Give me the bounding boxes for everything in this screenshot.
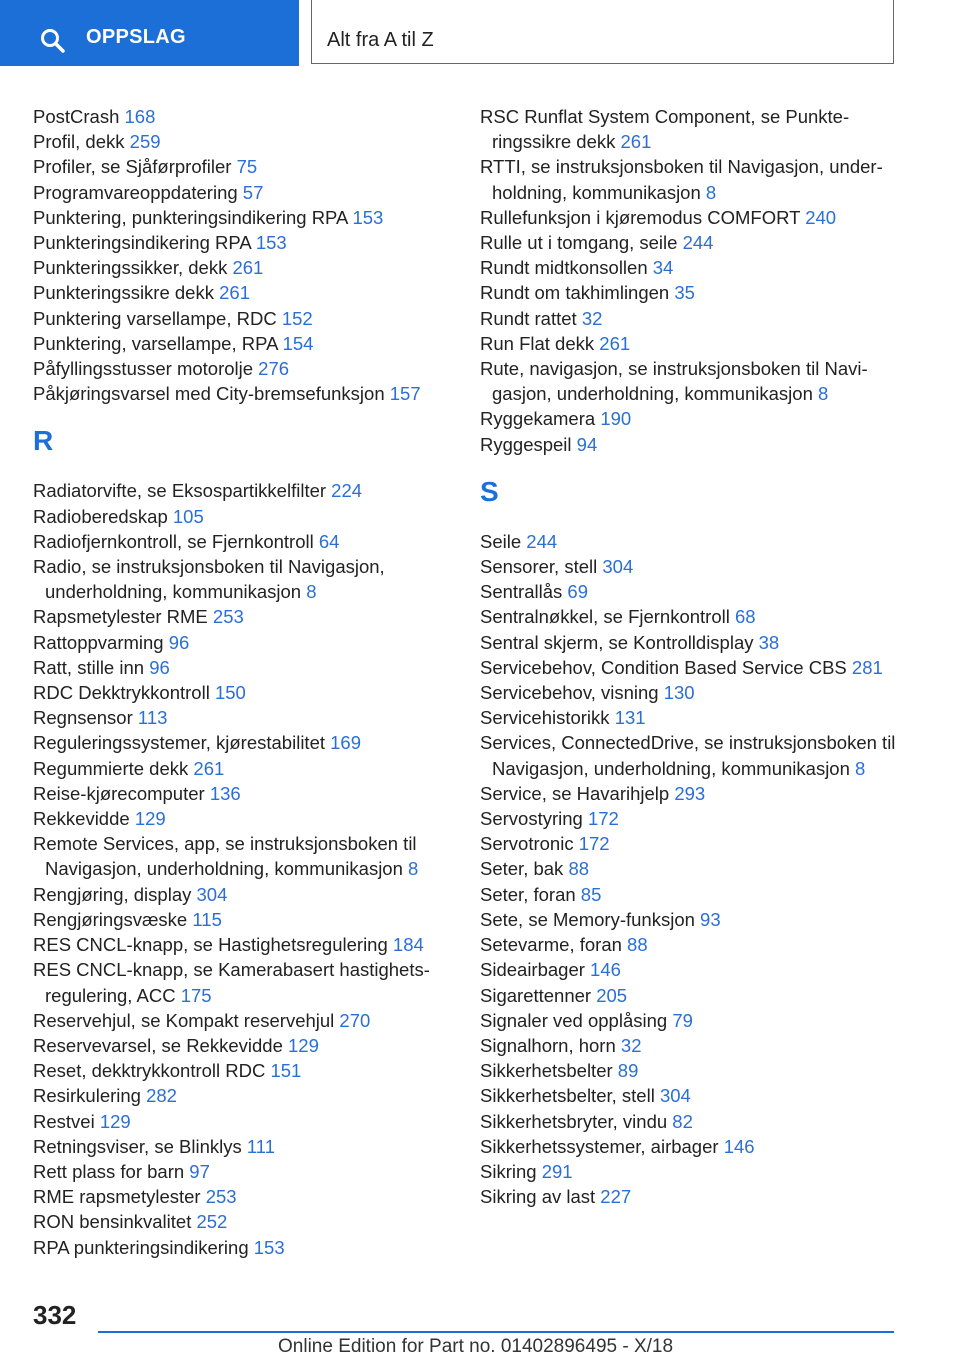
index-entry-page-link[interactable]: 169 xyxy=(330,732,362,754)
index-entry xyxy=(33,255,463,280)
index-entry-term: Rundt midtkonsollen xyxy=(480,257,653,279)
footer-divider xyxy=(98,1331,894,1333)
index-entry-term: Sentrallås xyxy=(480,581,568,603)
index-entry-page-link[interactable]: 136 xyxy=(209,782,241,804)
index-entry-page-link[interactable]: 227 xyxy=(600,1186,632,1208)
index-entry-term: Retningsviser, se Blinklys xyxy=(33,1135,247,1157)
index-entry-term: RME rapsmetylester xyxy=(33,1186,206,1208)
index-entry-page-link[interactable]: 175 xyxy=(180,984,212,1006)
index-entry xyxy=(33,1083,463,1108)
index-entry xyxy=(33,907,463,932)
index-entry-page-link[interactable]: 57 xyxy=(242,181,264,203)
index-entry-term: Resirkulering xyxy=(33,1085,147,1107)
index-entry xyxy=(480,205,910,230)
index-entry-page-link[interactable]: 150 xyxy=(214,682,246,704)
index-entry xyxy=(480,331,910,356)
index-entry-term: RDC Dekktrykkontroll xyxy=(33,682,215,704)
index-entry xyxy=(33,1184,463,1209)
index-entry-page-link[interactable]: 129 xyxy=(99,1110,131,1132)
index-entry-page-link[interactable]: 96 xyxy=(149,656,170,678)
section-letter: S xyxy=(480,475,499,507)
index-entry-term: RSC Runflat System Component, se Punkteringssikre dekk xyxy=(480,106,850,153)
index-entry xyxy=(480,104,910,154)
index-entry-term: Regnsensor xyxy=(33,707,138,729)
index-entry-term: RON bensinkvalitet xyxy=(33,1211,197,1233)
index-entry-term: Sikring av last xyxy=(480,1186,601,1208)
index-entry xyxy=(480,230,910,255)
index-entry-term: Punkteringssikre dekk xyxy=(33,282,220,304)
index-entry-term: Punktering, varsellampe, RPA xyxy=(33,332,283,354)
index-entry-term: Reset, dekktrykkontroll RDC xyxy=(33,1060,271,1082)
index-entry-term: Ryggespeil xyxy=(480,433,577,455)
index-entry-page-link[interactable]: 131 xyxy=(614,707,646,729)
index-entry-page-link[interactable]: 157 xyxy=(389,383,421,405)
index-entry-term: Services, ConnectedDrive, se instruksjonsboken til Navigasjon, underholdning, kommunikasjon xyxy=(480,732,896,779)
index-entry-term: Sikkerhetssystemer, airbager xyxy=(480,1135,724,1157)
index-entry-page-link[interactable]: 105 xyxy=(172,505,204,527)
index-entry-page-link[interactable]: 38 xyxy=(758,631,780,653)
index-entry-page-link[interactable]: 130 xyxy=(663,682,695,704)
index-entry-page-link[interactable]: 8 xyxy=(408,858,419,880)
index-entry-term: Sentralnøkkel, se Fjernkontroll xyxy=(480,606,735,628)
index-entry-page-link[interactable]: 8 xyxy=(705,181,717,203)
index-entry-term: Programvareoppdatering xyxy=(33,181,243,203)
index-entry-term: Rullefunksjon i kjøremodus COMFORT xyxy=(480,206,806,228)
index-entry-term: Sideairbager xyxy=(480,959,591,981)
index-entry-page-link[interactable]: 64 xyxy=(318,530,340,552)
index-entry xyxy=(33,1134,463,1159)
index-entry-term: Radio, se instruksjonsboken til Navigasjon, underholdning, kommunikasjon xyxy=(33,556,385,603)
index-entry-term: Rute, navigasjon, se instruksjonsboken til Navigasjon, underholdning, kommunikasjon xyxy=(480,358,868,405)
index-entry-page-link[interactable]: 172 xyxy=(578,833,610,855)
index-entry xyxy=(33,529,463,554)
index-entry-page-link[interactable]: 79 xyxy=(672,1009,693,1031)
index-entry-page-link[interactable]: 281 xyxy=(851,656,883,678)
index-entry xyxy=(480,856,910,881)
index-entry-term: Sigarettenner xyxy=(480,984,597,1006)
index-entry-term: Servostyring xyxy=(480,808,588,830)
index-entry-term: Rundt rattet xyxy=(480,307,582,329)
index-entry-page-link[interactable]: 172 xyxy=(587,808,619,830)
index-entry-page-link[interactable]: 261 xyxy=(193,757,225,779)
index-entry-term: Servicebehov, Condition Based Service CBS xyxy=(480,656,852,678)
index-entry-page-link[interactable]: 261 xyxy=(219,282,250,304)
index-entry xyxy=(33,957,463,1007)
index-entry-term: Remote Services, app, se instruksjonsboken til Navigasjon, underholdning, kommunikasjon xyxy=(33,833,417,880)
index-entry-page-link[interactable]: 97 xyxy=(189,1160,210,1182)
index-entry xyxy=(33,478,463,503)
index-entry-page-link[interactable]: 8 xyxy=(818,383,829,405)
index-entry xyxy=(33,504,463,529)
index-entry xyxy=(480,1184,910,1209)
index-entry-page-link[interactable]: 168 xyxy=(124,106,156,127)
index-entry-page-link[interactable]: 184 xyxy=(392,934,424,956)
section-letter: R xyxy=(33,425,54,457)
index-entry-term: Servicehistorikk xyxy=(480,707,615,729)
index-entry-term: Punktering, punkteringsindikering RPA xyxy=(33,206,353,228)
index-entry xyxy=(480,1109,910,1134)
index-entry-page-link[interactable]: 153 xyxy=(352,206,384,228)
index-entry-page-link[interactable]: 75 xyxy=(236,156,258,178)
index-entry-term: Sentral skjerm, se Kontrolldisplay xyxy=(480,631,759,653)
index-entry-page-link[interactable]: 154 xyxy=(282,332,314,354)
index-entry-page-link[interactable]: 129 xyxy=(134,808,166,830)
index-entry-page-link[interactable]: 276 xyxy=(258,358,290,380)
index-entry-page-link[interactable]: 32 xyxy=(620,1034,642,1056)
index-entry-term: Sikring xyxy=(480,1160,542,1182)
index-entry xyxy=(33,730,463,755)
index-entry-term: Setevarme, foran xyxy=(480,934,628,956)
index-entry-term: Reguleringssystemer, kjørestabilitet xyxy=(33,732,331,754)
index-entry-page-link[interactable]: 32 xyxy=(581,307,603,329)
index-entry-term: Rekkevidde xyxy=(33,808,135,830)
index-entry-page-link[interactable]: 129 xyxy=(288,1034,319,1056)
index-entry-term: Punkteringsindikering RPA xyxy=(33,232,256,254)
index-entry-term: Sikkerhetsbelter, stell xyxy=(480,1085,660,1107)
index-entry xyxy=(33,655,463,680)
index-entry-page-link[interactable]: 146 xyxy=(590,959,621,981)
index-entry-term: Rulle ut i tomgang, seile xyxy=(480,232,683,254)
index-entry-page-link[interactable]: 94 xyxy=(576,433,598,455)
index-entry-page-link[interactable]: 190 xyxy=(600,408,632,430)
index-entry-term: RPA punkteringsindikering xyxy=(33,1236,254,1258)
index-entry-page-link[interactable]: 244 xyxy=(526,530,558,552)
index-entry xyxy=(33,104,463,129)
index-entry xyxy=(480,806,910,831)
index-entry-page-link[interactable]: 270 xyxy=(339,1009,371,1031)
index-entry xyxy=(33,356,463,381)
index-entry-page-link[interactable]: 293 xyxy=(674,782,706,804)
index-entry xyxy=(33,831,463,881)
index-entry-term: Rapsmetylester RME xyxy=(33,606,213,628)
index-entry-page-link[interactable]: 85 xyxy=(580,883,602,905)
index-entry-term: Radiofjernkontroll, se Fjernkontroll xyxy=(33,530,319,552)
index-entry-page-link[interactable]: 82 xyxy=(672,1110,693,1132)
index-entry xyxy=(480,655,910,680)
index-entry-term: Reise-kjørecomputer xyxy=(33,782,210,804)
edition-text: Online Edition for Part no. 01402896495 - X/18 xyxy=(278,1336,674,1357)
index-entry xyxy=(480,1134,910,1159)
index-entry xyxy=(33,381,463,406)
index-entry-term: Rengjøring, display xyxy=(33,883,197,905)
index-entry xyxy=(480,306,910,331)
index-entry xyxy=(33,1008,463,1033)
search-tab-label: OPPSLAG xyxy=(86,26,186,48)
index-entry xyxy=(480,529,910,554)
index-entry-page-link[interactable]: 111 xyxy=(246,1135,275,1157)
index-entry-page-link[interactable]: 291 xyxy=(541,1160,573,1182)
index-entry xyxy=(480,781,910,806)
index-entry-page-link[interactable]: 253 xyxy=(205,1186,237,1208)
index-entry xyxy=(33,680,463,705)
index-entry-term: Ratt, stille inn xyxy=(33,656,150,678)
index-entry xyxy=(480,604,910,629)
index-entry-term: Sete, se Memory-funksjon xyxy=(480,908,701,930)
index-entry-page-link[interactable]: 253 xyxy=(212,606,244,628)
index-entry-term: Reservehjul, se Kompakt reservehjul xyxy=(33,1009,340,1031)
index-entry xyxy=(33,1058,463,1083)
page-number: 332 xyxy=(33,1300,77,1330)
index-entry-page-link[interactable]: 205 xyxy=(596,984,628,1006)
index-entry-page-link[interactable]: 152 xyxy=(281,307,313,329)
index-entry-page-link[interactable]: 8 xyxy=(306,581,317,603)
index-entry-page-link[interactable]: 259 xyxy=(129,131,161,153)
index-entry xyxy=(480,406,910,431)
index-entry-page-link[interactable]: 261 xyxy=(620,131,652,153)
index-entry xyxy=(480,882,910,907)
section-tab-label: Alt fra A til Z xyxy=(327,29,434,51)
index-entry xyxy=(33,1109,463,1134)
index-entry xyxy=(480,680,910,705)
index-entry xyxy=(33,806,463,831)
index-entry-page-link[interactable]: 261 xyxy=(232,257,264,279)
search-icon xyxy=(40,28,66,54)
index-entry-term: Reservevarsel, se Rekkevidde xyxy=(33,1034,288,1056)
index-entry xyxy=(33,932,463,957)
index-entry-page-link[interactable]: 252 xyxy=(196,1211,228,1233)
index-entry xyxy=(480,255,910,280)
index-entry xyxy=(33,781,463,806)
index-entry xyxy=(480,432,910,457)
index-entry xyxy=(480,630,910,655)
index-entry-page-link[interactable]: 304 xyxy=(659,1085,691,1107)
index-entry-page-link[interactable]: 244 xyxy=(682,232,714,254)
index-entry-page-link[interactable]: 153 xyxy=(255,232,287,254)
index-entry-term: Sikkerhetsbelter xyxy=(480,1060,618,1082)
index-entry xyxy=(33,630,463,655)
index-entry xyxy=(480,705,910,730)
index-entry xyxy=(480,932,910,957)
index-entry-term: Regummierte dekk xyxy=(33,757,194,779)
index-entry-term: Service, se Havarihjelp xyxy=(480,782,675,804)
index-entry-page-link[interactable]: 34 xyxy=(652,257,674,279)
search-tab[interactable] xyxy=(0,0,299,66)
index-entry xyxy=(480,1008,910,1033)
index-entry-page-link[interactable]: 68 xyxy=(735,606,756,628)
index-entry xyxy=(33,154,463,179)
index-entry-page-link[interactable]: 224 xyxy=(331,480,363,502)
index-entry-page-link[interactable]: 146 xyxy=(723,1135,755,1157)
index-entry-term: Run Flat dekk xyxy=(480,332,600,354)
index-entry-page-link[interactable]: 240 xyxy=(805,206,837,228)
index-entry xyxy=(480,280,910,305)
index-entry-page-link[interactable]: 89 xyxy=(617,1060,639,1082)
index-entry-term: Påfyllingsstusser motorolje xyxy=(33,358,259,380)
index-entry xyxy=(33,882,463,907)
index-entry xyxy=(480,554,910,579)
index-entry-term: Signaler ved opplåsing xyxy=(480,1009,673,1031)
index-entry xyxy=(33,1159,463,1184)
index-entry-term: Rett plass for barn xyxy=(33,1160,190,1182)
index-entry-term: Sikkerhetsbryter, vindu xyxy=(480,1110,673,1132)
index-entry-term: Punkteringssikker, dekk xyxy=(33,257,233,279)
index-entry-term: Radiatorvifte, se Eksospartikkelfilter xyxy=(33,480,332,502)
index-entry-page-link[interactable]: 88 xyxy=(568,858,590,880)
index-entry-term: Signalhorn, horn xyxy=(480,1034,621,1056)
index-entry-page-link[interactable]: 261 xyxy=(599,332,631,354)
index-entry-page-link[interactable]: 8 xyxy=(855,757,866,779)
index-entry-term: Seile xyxy=(480,530,527,552)
index-entry xyxy=(33,205,463,230)
index-entry xyxy=(480,1058,910,1083)
index-entry xyxy=(480,579,910,604)
index-entry xyxy=(33,331,463,356)
index-column-right xyxy=(480,104,910,1209)
index-entry-term: Rengjøringsvæske xyxy=(33,908,193,930)
index-entry-term: Påkjøringsvarsel med City-bremsefunksjon xyxy=(33,383,390,405)
index-entry xyxy=(480,983,910,1008)
index-entry-term: RES CNCL-knapp, se Kamerabasert hastighetsregulering, ACC xyxy=(33,959,430,1006)
index-entry xyxy=(480,356,910,406)
index-entry xyxy=(33,604,463,629)
index-entry xyxy=(480,730,910,780)
index-column-left xyxy=(33,104,463,1260)
index-entry xyxy=(33,280,463,305)
index-entry xyxy=(33,230,463,255)
index-entry xyxy=(480,1159,910,1184)
index-entry xyxy=(480,1083,910,1108)
index-entry-term: Profil, dekk xyxy=(33,131,130,153)
index-entry-page-link[interactable]: 282 xyxy=(146,1085,177,1107)
index-entry-term: Punktering varsellampe, RDC xyxy=(33,307,282,329)
index-entry-page-link[interactable]: 88 xyxy=(627,934,648,956)
index-entry xyxy=(480,957,910,982)
index-entry xyxy=(480,907,910,932)
index-entry-term: Ryggekamera xyxy=(480,408,601,430)
index-entry-term: RES CNCL-knapp, se Hastighetsregulering xyxy=(33,934,393,956)
index-entry-term: Rundt om takhimlingen xyxy=(480,282,675,304)
index-entry-term: Seter, foran xyxy=(480,883,581,905)
index-entry-page-link[interactable]: 304 xyxy=(196,883,228,905)
index-entry xyxy=(33,756,463,781)
index-entry xyxy=(33,1209,463,1234)
index-entry-term: RTTI, se instruksjonsboken til Navigasjon, underholdning, kommunikasjon xyxy=(480,156,883,203)
index-entry-term: Seter, bak xyxy=(480,858,569,880)
index-entry-term: Servotronic xyxy=(480,833,579,855)
index-entry-page-link[interactable]: 304 xyxy=(602,556,634,578)
index-entry-term: Servicebehov, visning xyxy=(480,682,664,704)
index-entry-page-link[interactable]: 153 xyxy=(253,1236,285,1258)
index-entry xyxy=(33,180,463,205)
index-entry xyxy=(480,831,910,856)
index-entry xyxy=(33,1033,463,1058)
index-entry-term: Rattoppvarming xyxy=(33,631,169,653)
index-entry-term: Sensorer, stell xyxy=(480,556,603,578)
index-entry xyxy=(480,1033,910,1058)
index-entry-page-link[interactable]: 96 xyxy=(168,631,190,653)
index-entry xyxy=(33,129,463,154)
index-entry-page-link[interactable]: 115 xyxy=(192,908,222,930)
index-entry-page-link[interactable]: 69 xyxy=(567,581,588,603)
index-entry-page-link[interactable]: 35 xyxy=(674,282,695,304)
index-entry xyxy=(33,554,463,604)
index-entry xyxy=(33,1235,463,1260)
index-entry xyxy=(33,306,463,331)
index-entry-term: Radioberedskap xyxy=(33,505,173,527)
index-entry-term: Profiler, se Sjåførprofiler xyxy=(33,156,237,178)
index-entry-term: PostCrash xyxy=(33,106,125,127)
index-entry-page-link[interactable]: 151 xyxy=(270,1060,302,1082)
index-entry xyxy=(33,705,463,730)
index-entry-term: Restvei xyxy=(33,1110,100,1132)
section-tab[interactable] xyxy=(311,0,894,64)
index-entry xyxy=(480,154,910,204)
index-entry-page-link[interactable]: 93 xyxy=(700,908,721,930)
index-entry-page-link[interactable]: 113 xyxy=(137,707,168,729)
